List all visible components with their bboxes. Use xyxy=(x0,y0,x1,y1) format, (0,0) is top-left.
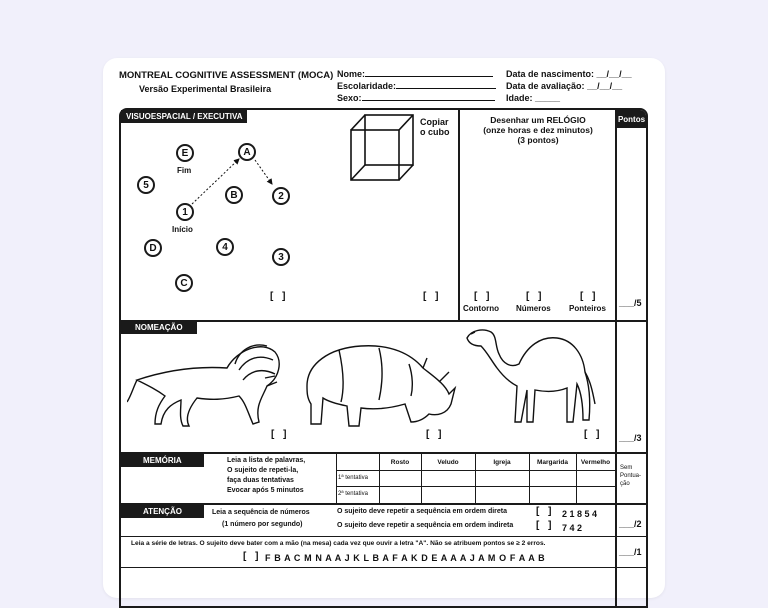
memory-grid-line xyxy=(336,486,615,487)
age-field[interactable]: Idade: _____ xyxy=(506,93,561,103)
copy-cube-label-1: Copiar xyxy=(420,117,449,127)
form-subtitle: Versão Experimental Brasileira xyxy=(139,84,272,94)
word-rosto: Rosto xyxy=(390,459,410,466)
schooling-field[interactable]: Escolaridade: xyxy=(337,81,496,91)
camel-score-box[interactable]: [ ] xyxy=(584,429,603,440)
clock-hands-label: Ponteiros xyxy=(569,304,606,313)
points-header: Pontos xyxy=(617,110,646,128)
word-vermelho: Vermelho xyxy=(580,459,611,466)
no-score-label-3: ção xyxy=(620,481,630,487)
direct-digits: 2 1 8 5 4 xyxy=(562,509,598,519)
rhino-score-box[interactable]: [ ] xyxy=(426,429,445,440)
birth-date-field[interactable]: Data de nascimento: __/__/__ xyxy=(506,69,632,79)
memory-instr-4: Evocar após 5 minutos xyxy=(227,487,304,494)
word-veludo: Veludo xyxy=(437,459,459,466)
word-margarida: Margarida xyxy=(536,459,569,466)
lion-icon xyxy=(127,330,287,432)
clock-title-1: Desenhar um RELÓGIO xyxy=(490,115,586,125)
visuo-score[interactable]: ___/5 xyxy=(619,298,642,308)
memory-section-tag: MEMÓRIA xyxy=(121,454,204,467)
sex-field[interactable]: Sexo: xyxy=(337,93,495,103)
clock-numbers-box[interactable]: [ ] xyxy=(526,291,545,302)
indirect-instr: O sujeito deve repetir a sequência em ordem indireta xyxy=(337,522,514,529)
indirect-digits: 7 4 2 xyxy=(562,523,583,533)
rhino-icon xyxy=(299,334,457,432)
memory-instr-2: O sujeito de repeti-la, xyxy=(227,467,299,474)
digits-score[interactable]: ___/2 xyxy=(619,519,642,529)
trail-inicio-label: Início xyxy=(172,225,193,234)
trial-1-label: 1ª tentativa xyxy=(338,475,368,481)
attention-instr-2: (1 número por segundo) xyxy=(222,521,303,528)
lion-score-box[interactable]: [ ] xyxy=(271,429,290,440)
attention-section-tag: ATENÇÃO xyxy=(121,505,204,518)
trail-node-4: 4 xyxy=(216,238,234,256)
eval-date-field[interactable]: Data de avaliação: __/__/__ xyxy=(506,81,623,91)
clock-numbers-label: Números xyxy=(516,304,551,313)
attention-instr-1: Leia a sequência de números xyxy=(212,509,310,516)
trail-node-2: 2 xyxy=(272,187,290,205)
trail-node-1: 1 xyxy=(176,203,194,221)
trail-node-3: 3 xyxy=(272,248,290,266)
clock-contour-box[interactable]: [ ] xyxy=(474,291,493,302)
moca-form-card xyxy=(103,58,665,598)
letters-instr: Leia a série de letras. O sujeito deve bater com a mão (na mesa) cada vez que ouvir a letra "A". Não se atribuem pontos se ≥ 2 erros. xyxy=(131,540,546,547)
divider-letters xyxy=(119,536,648,537)
trail-node-e: E xyxy=(176,144,194,162)
no-score-label-2: Pontua- xyxy=(620,473,642,479)
name-field[interactable]: Nome: xyxy=(337,69,493,79)
direct-score-box[interactable]: [ ] xyxy=(536,506,555,517)
trail-node-d: D xyxy=(144,239,162,257)
clock-title-2: (onze horas e dez minutos) xyxy=(483,125,593,135)
clock-contour-label: Contorno xyxy=(463,304,499,313)
divider-bottom xyxy=(119,567,648,568)
trail-node-c: C xyxy=(175,274,193,292)
copy-cube-label-2: o cubo xyxy=(420,127,450,137)
clock-title-3: (3 pontos) xyxy=(517,135,559,145)
indirect-score-box[interactable]: [ ] xyxy=(536,520,555,531)
naming-score[interactable]: ___/3 xyxy=(619,433,642,443)
cube-score-box[interactable]: [ ] xyxy=(423,291,442,302)
memory-grid-line xyxy=(336,470,615,471)
cube-drawing xyxy=(347,112,419,186)
clock-hands-box[interactable]: [ ] xyxy=(580,291,599,302)
word-igreja: Igreja xyxy=(493,459,511,466)
trail-node-b: B xyxy=(225,186,243,204)
memory-instr-1: Leia a lista de palavras, xyxy=(227,457,306,464)
form-title: MONTREAL COGNITIVE ASSESSMENT (MOCA) xyxy=(119,70,334,81)
camel-icon xyxy=(461,324,601,432)
trail-score-box[interactable]: [ ] xyxy=(270,291,289,302)
letters-score-box[interactable]: [ ] xyxy=(243,551,262,562)
memory-instr-3: faça duas tentativas xyxy=(227,477,294,484)
trial-2-label: 2ª tentativa xyxy=(338,491,368,497)
letters-score[interactable]: ___/1 xyxy=(619,547,642,557)
naming-section-tag: NOMEAÇÃO xyxy=(121,321,197,334)
trail-node-5: 5 xyxy=(137,176,155,194)
no-score-label-1: Sem xyxy=(620,465,633,471)
trail-node-a: A xyxy=(238,143,256,161)
direct-instr: O sujeito deve repetir a sequência em ordem direta xyxy=(337,508,508,515)
letters-series: F B A C M N A A J K L B A F A K D E A A A J A M O F A A B xyxy=(265,553,546,563)
visuo-section-tag: VISUOESPACIAL / EXECUTIVA xyxy=(121,110,247,123)
memory-grid-line xyxy=(336,454,337,503)
trail-fim-label: Fim xyxy=(177,166,192,175)
